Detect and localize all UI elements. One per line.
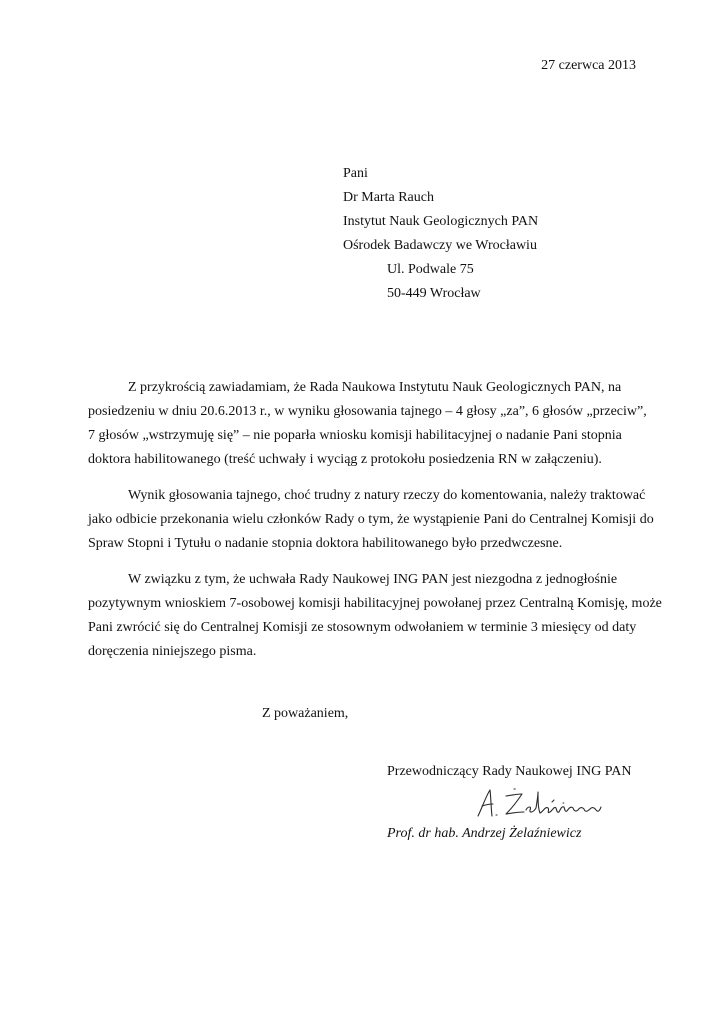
paragraph-line: 7 głosów „wstrzymuję się” – nie poparła wniosku komisji habilitacyjnej o nadanie Pani stopnia <box>88 428 622 443</box>
paragraph-line: Pani zwrócić się do Centralnej Komisji ze stosownym odwołaniem w terminie 3 miesięcy od daty <box>88 620 637 635</box>
paragraph-line: W związku z tym, że uchwała Rady Naukowej ING PAN jest niezgodna z jednogłośnie <box>128 572 618 587</box>
closing-salutation: Z poważaniem, <box>262 706 349 721</box>
paragraph-line: doręczenia niniejszego pisma. <box>88 644 257 659</box>
paragraph-line: pozytywnym wnioskiem 7-osobowej komisji habilitacyjnej powołanej przez Centralną Komisję, może <box>88 596 662 611</box>
letter-body <box>88 376 662 676</box>
addressee-block <box>343 162 538 306</box>
addressee-street: Ul. Podwale 75 <box>387 262 474 277</box>
addressee-postal-city: 50-449 Wrocław <box>387 286 481 301</box>
paragraph-line: Spraw Stopni i Tytułu o nadanie stopnia doktora habilitowanego było przedwczesne. <box>88 536 563 551</box>
handwritten-signature <box>474 786 604 827</box>
addressee-line: Dr Marta Rauch <box>343 190 434 205</box>
addressee-line: Instytut Nauk Geologicznych PAN <box>343 214 539 229</box>
paragraph-3 <box>88 568 662 664</box>
signer-name: Prof. dr hab. Andrzej Żelaźniewicz <box>387 826 582 841</box>
addressee-line: Pani <box>343 166 368 181</box>
letter-date: 27 czerwca 2013 <box>541 58 636 73</box>
paragraph-line: Z przykrością zawiadamiam, że Rada Naukowa Instytutu Nauk Geologicznych PAN, na <box>128 380 622 395</box>
paragraph-line: jako odbicie przekonania wielu członków Rady o tym, że wystąpienie Pani do Centralnej Komisji do <box>88 512 654 527</box>
signature-drawing <box>474 786 604 822</box>
paragraph-1 <box>88 376 647 472</box>
paragraph-line: Wynik głosowania tajnego, choć trudny z natury rzeczy do komentowania, należy traktować <box>128 488 646 503</box>
paragraph-line: doktora habilitowanego (treść uchwały i wyciąg z protokołu posiedzenia RN w załączeniu). <box>88 452 602 467</box>
signer-title: Przewodniczący Rady Naukowej ING PAN <box>387 764 632 779</box>
paragraph-2 <box>88 484 654 556</box>
paragraph-line: posiedzeniu w dniu 20.6.2013 r., w wyniku głosowania tajnego – 4 głosy „za”, 6 głosów „przeciw”, <box>88 404 647 419</box>
addressee-line: Ośrodek Badawczy we Wrocławiu <box>343 238 537 253</box>
